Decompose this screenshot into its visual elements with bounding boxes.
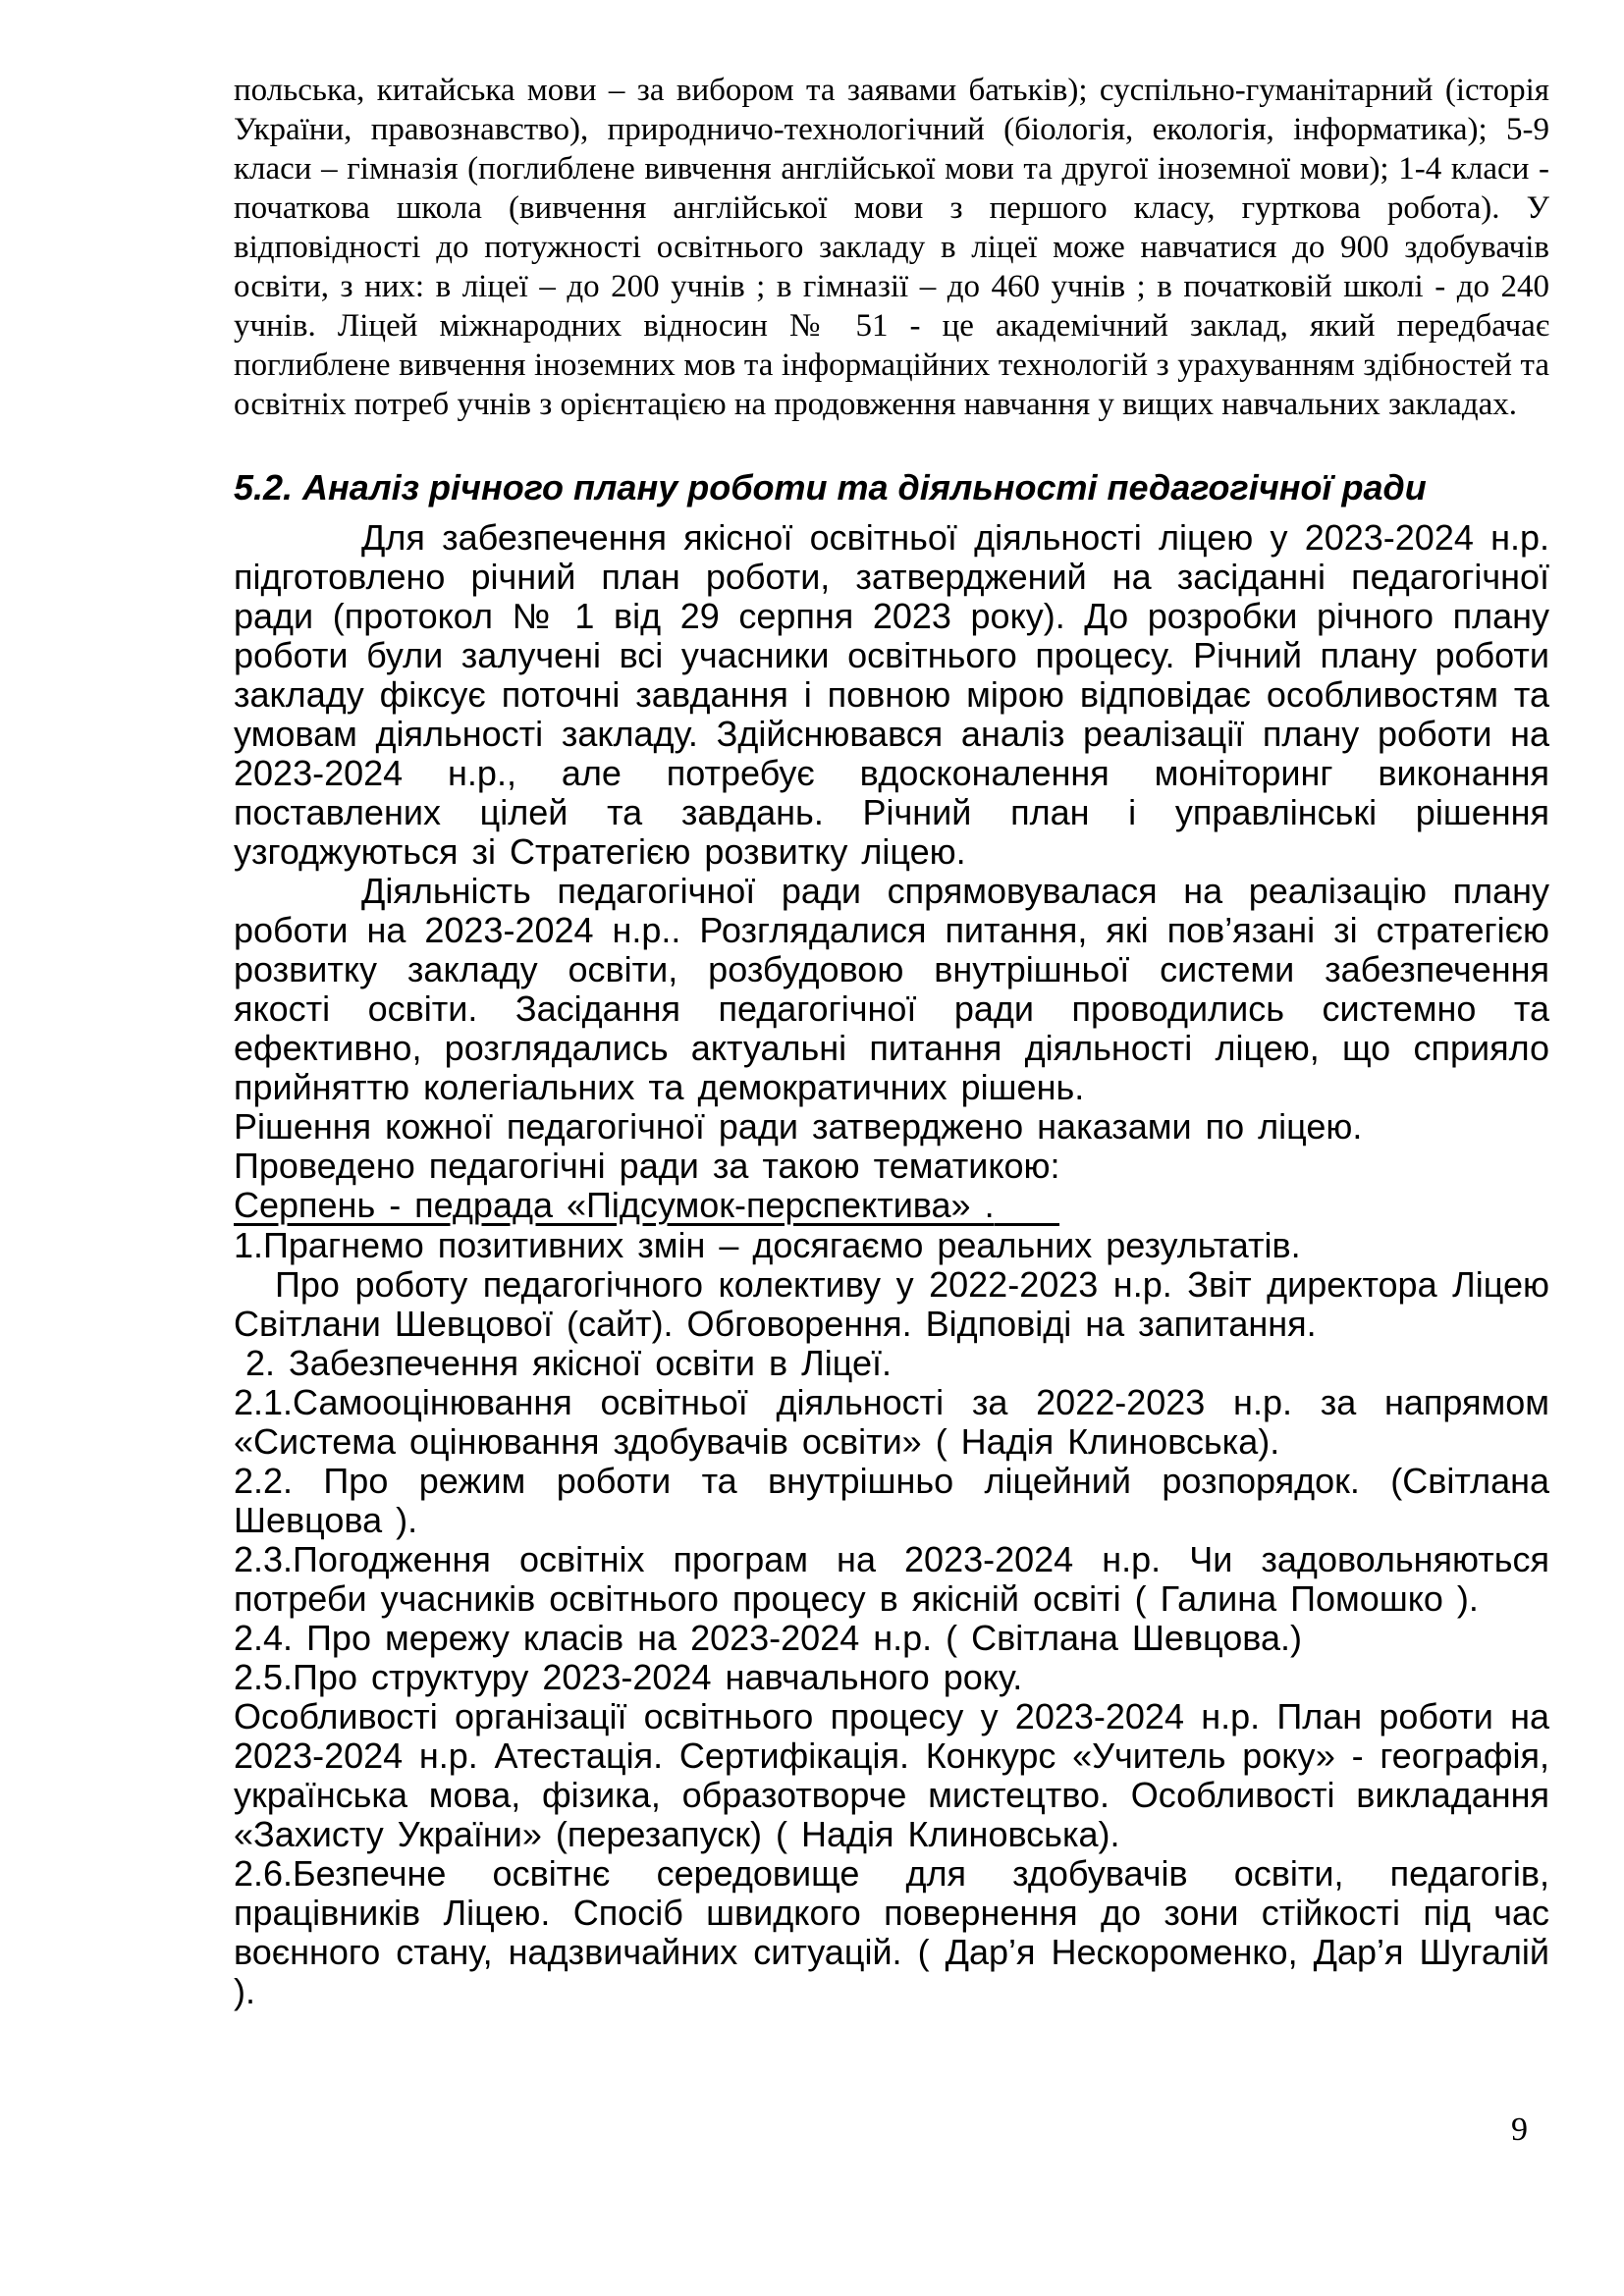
plan-paragraph: Для забезпечення якісної освітньої діяльності ліцею у 2023-2024 н.р. підготовлено річний план роботи, затверджений на засіданні педагогічної ради (протокол № 1 від 29 серпня 2023 року). До розробки річного плану роботи були залучені всі учасники освітнього процесу. Річний плану роботи закладу фіксує поточні завдання і повною мірою відповідає особливостям та умовам діяльності закладу. Здійснювався аналіз реалізації плану роботи на 2023-2024 н.р., але потребує вдосконалення моніторинг виконання поставлених цілей та завдань. Річний план і управлінські рішення узгоджуються зі Стратегією розвитку ліцею.: [234, 517, 1549, 872]
agenda-item-1: 1.Прагнемо позитивних змін – досягаємо реальних результатів.: [234, 1225, 1301, 1265]
agenda-item-7: 2.4. Про мережу класів на 2023-2024 н.р. ( Світлана Шевцова.): [234, 1618, 1302, 1658]
council-paragraph: Діяльність педагогічної ради спрямовувалася на реалізацію плану роботи на 2023-2024 н.р.. Розглядалися питання, які пов’язані зі стратегією розвитку закладу освіти, розбудовою внутрішньої системи забезпечення якості освіти. Засідання педагогічної ради проводились системно та ефективно, розглядались актуальні питання діяльності ліцею, що сприяло прийняттю колегіальних та демократичних рішень.: [234, 871, 1549, 1107]
agenda-item-10: 2.6.Безпечне освітнє середовище для здобувачів освіти, педагогів, працівників Ліцею. Спосіб швидкого повернення до зони стійкості під час воєнного стану, надзвичайних ситуацій. ( Дар’я Нескороменко, Дар’я Шугалій ).: [234, 1853, 1549, 2011]
agenda-item-6: 2.3.Погодження освітніх програм на 2023-2024 н.р. Чи задовольняються потреби учасників освітнього процесу в якісній освіті ( Галина Помошко ).: [234, 1539, 1549, 1619]
agenda-item-9: Особливості організації освітнього процесу у 2023-2024 н.р. План роботи на 2023-2024 н.р. Атестація. Сертифікація. Конкурс «Учитель року» - географія, українська мова, фізика, образотворче мистецтво. Особливості викладання «Захисту України» (перезапуск) ( Надія Клиновська).: [234, 1696, 1549, 1854]
intro-paragraph: польська, китайська мови – за вибором та заявами батьків); суспільно-гуманітарний (історія України, правознавство), природничо-технологічний (біологія, екологія, інформатика); 5-9 класи – гімназія (поглиблене вивчення англійської мови та другої іноземної мови); 1-4 класи - початкова школа (вивчення англійської мови з першого класу, гурткова робота). У відповідності до потужності освітнього закладу в ліцеї може навчатися до 900 здобувачів освіти, з них: в ліцеї – до 200 учнів ; в гімназії – до 460 учнів ; в початковій школі - до 240 учнів. Ліцей міжнародних відносин № 51 - це академічний заклад, який передбачає поглиблене вивчення іноземних мов та інформаційних технологій з урахуванням здібностей та освітніх потреб учнів з орієнтацією на продовження навчання у вищих навчальних закладах.: [234, 73, 1549, 422]
august-underlined-text: Серпень - педрада «Підсумок-перспектива» .: [234, 1185, 995, 1225]
agenda-item-3: 2. Забезпечення якісної освіти в Ліцеї.: [245, 1343, 892, 1383]
agenda-item-4: 2.1.Самооцінювання освітньої діяльності за 2022-2023 н.р. за напрямом «Система оцінювання здобувачів освіти» ( Надія Клиновська).: [234, 1382, 1549, 1462]
august-line: [234, 1186, 1549, 1226]
topics-line: Проведено педагогічні ради за такою тематикою:: [234, 1146, 1060, 1186]
agenda-item-2: Про роботу педагогічного колективу у 2022-2023 н.р. Звіт директора Ліцею Світлани Шевцової (сайт). Обговорення. Відповіді на запитання.: [234, 1264, 1549, 1344]
page-number: 9: [1511, 2111, 1528, 2148]
section-heading: 5.2. Аналіз річного плану роботи та діяльності педагогічної ради: [234, 467, 1427, 507]
decisions-line: Рішення кожної педагогічної ради затверджено наказами по ліцею.: [234, 1106, 1363, 1147]
agenda-item-8: 2.5.Про структуру 2023-2024 навчального року.: [234, 1657, 1023, 1697]
agenda-item-5: 2.2. Про режим роботи та внутрішньо ліцейний розпорядок. (Світлана Шевцова ).: [234, 1461, 1549, 1540]
